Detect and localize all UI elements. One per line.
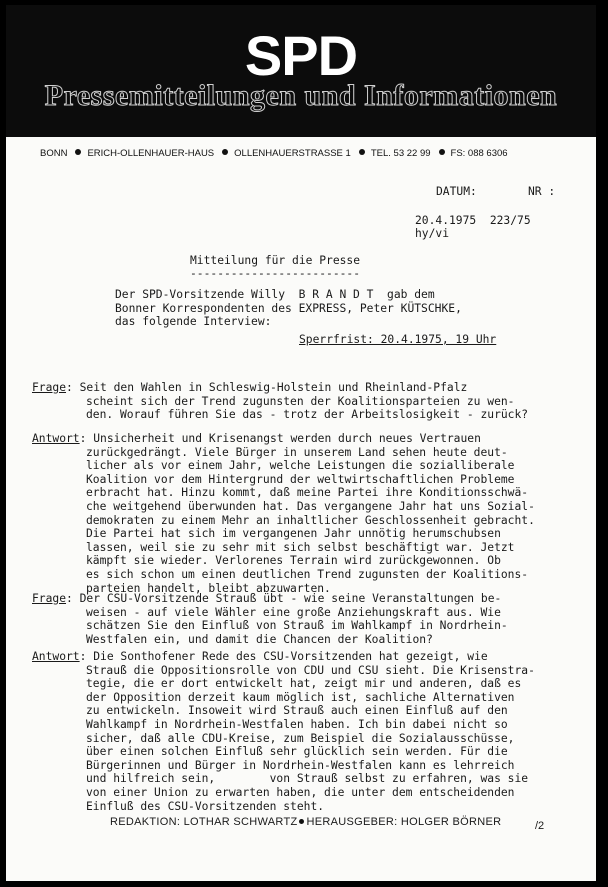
footer-herausgeber: HERAUSGEBER: HOLGER BÖRNER [306,816,502,828]
datum-label: DATUM: [436,185,477,198]
intro-line: Der SPD-Vorsitzende Willy B R A N D T gab dem [115,288,435,301]
release-number: 223/75 [489,214,531,227]
qa-line: der Opposition derzeit kaum möglich ist, sachliche Alternativen [86,690,515,704]
qa-line: sicher, daß alle CDU-Kreise, zum Beispiel die Sozialausschüsse, [86,731,515,745]
qa-line: kämpft sie wieder. Verlorenes Terrain wird zurückgewonnen. Ob [86,554,501,568]
qa-line: Frage: Der CSU-Vorsitzende Strauß übt - wie seine Veranstaltungen be- [32,592,502,605]
qa-line: Westfalen ein, und damit die Chancen der Koalition? [86,632,433,646]
qa-line: lassen, weil sie zu sehr mit sich selbst beschäftigt war. Jetzt [86,540,515,554]
qa-line: Bürgerinnen und Bürger in Nordrhein-Westfalen kann es lehrreich [86,758,515,772]
date-number-line [415,214,531,228]
footer-credits [110,816,501,829]
address-city: BONN [40,148,68,159]
qa-line: den. Worauf führen Sie das - trotz der Arbeitslosigkeit - zurück? [86,408,529,422]
qa-line: zu entwickeln. Insoweit wird Strauß auch einen Einfluß auf den [86,704,508,718]
bullet-icon [439,149,445,155]
qa-line: und hilfreich sein, von Strauß selbst zu erfahren, was sie [86,772,529,786]
bullet-icon [299,819,304,824]
qa-line: Koalition vor dem Hintergrund der weltwirtschaftlichen Probleme [86,472,515,486]
qa-label: Frage [32,381,67,394]
footer-redaktion: REDAKTION: LOTHAR SCHWARTZ [110,816,298,828]
qa-line: Antwort: Unsicherheit und Krisenangst werden durch neues Vertrauen [32,432,481,445]
qa-line: Strauß die Oppositionsrolle von CDU und CSU sieht. Die Krisenstra- [86,663,535,677]
address-telex: FS: 088 6306 [450,148,508,159]
page-number: /2 [535,820,545,832]
qa-line: Einfluß des CSU-Vorsitzenden steht. [86,799,325,813]
qa-line: zurückgedrängt. Viele Bürger in unserem Land sehen heute deut- [86,445,508,459]
qa-line: che weitgehend überwunden hat. Das vergangene Jahr hat uns Sozial- [86,499,535,513]
question-2 [32,592,592,646]
address-building: ERICH-OLLENHAUER-HAUS [87,148,215,159]
qa-label: Antwort [32,650,80,663]
release-date: 20.4.1975 [415,214,477,227]
press-release-page [6,5,596,881]
bullet-icon [222,149,228,155]
intro-paragraph [115,288,462,329]
qa-line: Die Partei hat sich im vergangenen Jahr unnötig herumschubsen [86,527,501,541]
title-underline: ------------------------- [190,267,361,280]
address-line [40,148,580,160]
qa-line: weisen - auf viele Wähler eine große Anziehungskraft aus. Wie [86,605,501,619]
reference-initials: hy/vi [415,227,450,240]
address-phone: TEL. 53 22 99 [370,148,431,159]
question-1 [32,381,592,422]
embargo-notice: Sperrfrist: 20.4.1975, 19 Uhr [299,333,497,346]
answer-2 [32,650,592,813]
nr-label: NR : [528,185,556,198]
bullet-icon [75,149,81,155]
qa-line: Antwort: Die Sonthofener Rede des CSU-Vorsitzenden hat gezeigt, wie [32,650,488,663]
answer-1 [32,432,592,595]
intro-line: das folgende Interview: [115,315,272,329]
qa-line: parteien handelt, bleibt abzuwarten. [86,581,331,595]
qa-line: über einen solchen Einfluß sehr glücklich sein werden. Für die [86,745,508,759]
qa-label: Frage [32,592,67,605]
bullet-icon [359,149,365,155]
qa-line: schätzen Sie den Einfluß von Strauß im Wahlkampf in Nordrhein- [86,619,508,633]
qa-line: es sich schon um einen deutlichen Trend zugunsten der Koalitions- [86,567,529,581]
qa-line: erbracht hat. Hinzu kommt, daß meine Partei ihre Konditionsschwä- [86,486,529,500]
qa-line: von einer Union zu erwarten haben, die unter dem entscheidenden [86,785,515,799]
qa-line: Wahlkampf in Nordrhein-Westfalen haben. Ich bin dabei nicht so [86,717,508,731]
qa-line: licher als vor einem Jahr, welche Leistungen die sozialliberale [86,459,515,473]
qa-line: scheint sich der Trend zugunsten der Koalitionsparteien zu wen- [86,394,515,408]
qa-line: demokraten zu einem Mehr an inhaltlicher Geschlossenheit gebracht. [86,513,535,527]
letterhead-subtitle: Pressemitteilungen und Informationen [44,79,558,112]
intro-line: Bonner Korrespondenten des EXPRESS, Peter KÜTSCHKE, [115,301,462,315]
address-street: OLLENHAUERSTRASSE 1 [234,148,351,159]
qa-label: Antwort [32,432,80,445]
page-title: Mitteilung für die Presse [190,254,361,267]
spd-logo: SPD [244,24,358,87]
qa-line: Frage: Seit den Wahlen in Schleswig-Holstein und Rheinland-Pfalz [32,381,468,394]
letterhead-banner [6,5,596,137]
qa-line: tegie, die er dort entwickelt hat, zeigt mir und anderen, daß es [86,677,522,691]
